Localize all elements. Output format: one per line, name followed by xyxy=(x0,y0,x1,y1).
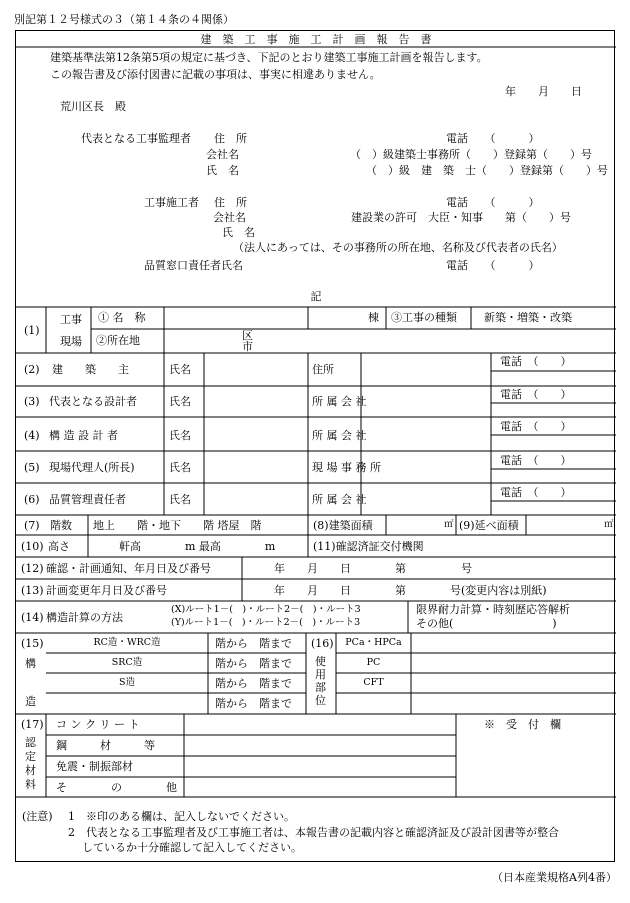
row-7-value: 地上 階・地下 階 塔屋 階 xyxy=(93,519,262,532)
row-15-number: (15) xyxy=(21,637,44,650)
row-5-name-label: 氏名 xyxy=(169,461,191,474)
row-13-label: 計画変更年月日及び番号 xyxy=(46,584,167,597)
row-9-unit: ㎡ xyxy=(604,519,614,530)
row-16-item-cft: CFT xyxy=(363,677,384,688)
row-1-label-b: 現場 xyxy=(60,335,82,348)
row-6-affiliate-label: 所 属 会 社 xyxy=(312,493,367,506)
row-4-affiliate-label: 所 属 会 社 xyxy=(312,429,367,442)
row-4-label: 構 造 設 計 者 xyxy=(49,429,118,442)
intro-line-1: 建築基準法第12条第5項の規定に基づき、下記のとおり建築工事施工計画を報告します。 xyxy=(50,51,488,64)
row-15-range-1: 階から 階まで xyxy=(215,637,292,650)
row-2-name-label: 氏名 xyxy=(169,363,191,376)
supervisor-role: 代表となる工事監理者 xyxy=(81,132,191,145)
note-2-line-2: しているか十分確認して記入してください。 xyxy=(82,841,302,854)
row-15-range-3: 階から 階まで xyxy=(215,677,292,690)
row-10-value: 軒高 m 最高 m xyxy=(119,540,276,553)
row-1-ku: 区 xyxy=(242,329,253,342)
row-10-number: (10) xyxy=(21,540,44,553)
row-1-location-label: ②所在地 xyxy=(96,334,140,347)
row-14-right-2: その他( ) xyxy=(416,617,557,630)
row-17-item-isolation: 免震・制振部材 xyxy=(56,760,133,773)
row-17-label-4: 料 xyxy=(25,778,36,791)
row-5-number: (5) xyxy=(24,461,40,474)
contractor-name-label: 氏 名 xyxy=(222,226,255,239)
row-1-kind-value: 新築・増築・改築 xyxy=(484,311,572,324)
row-2-phone: 電話 （ ） xyxy=(500,355,572,368)
row-17-label-1: 認 xyxy=(25,736,36,749)
row-16-label-1: 使 xyxy=(315,655,326,668)
quality-contact-phone: 電話 （ ） xyxy=(446,259,540,272)
row-1-kind-label: ③工事の種類 xyxy=(391,311,457,324)
note-2-line-1: 2 代表となる工事監理者及び工事施工者は、本報告書の記載内容と確認済証及び設計図書等が整合 xyxy=(68,826,559,839)
row-15-label-kou: 構 xyxy=(25,657,36,670)
row-6-phone: 電話 （ ） xyxy=(500,486,572,499)
note-1: 1 ※印のある欄は、記入しないでください。 xyxy=(68,810,295,823)
row-3-name-label: 氏名 xyxy=(169,395,191,408)
reception-label: ※ 受 付 欄 xyxy=(484,718,561,731)
row-13-number: (13) xyxy=(21,584,44,597)
row-7-number: (7) xyxy=(24,519,40,532)
row-17-label-3: 材 xyxy=(25,764,36,777)
row-16-number: (16) xyxy=(311,637,334,650)
footer-paper-size: （日本産業規格A列4番） xyxy=(492,871,617,884)
row-16-label-2: 用 xyxy=(315,668,326,681)
row-6-label: 品質管理責任者 xyxy=(49,493,126,506)
row-6-name-label: 氏名 xyxy=(169,493,191,506)
supervisor-office: （ ）級建築士事務所（ ）登録第（ ）号 xyxy=(350,148,592,161)
row-12-label: 確認・計画通知、年月日及び番号 xyxy=(46,562,211,575)
row-3-phone: 電話 （ ） xyxy=(500,388,572,401)
row-4-phone: 電話 （ ） xyxy=(500,420,572,433)
report-form-frame xyxy=(15,30,615,862)
row-14-route-y: (Y)ルート1－( )・ルート2－( )・ルート3 xyxy=(171,617,361,628)
row-17-label-2: 定 xyxy=(25,750,36,763)
row-13-value: 年 月 日 第 号(変更内容は別紙) xyxy=(274,584,547,597)
row-2-label: 建 築 主 xyxy=(52,363,129,376)
row-16-item-pca: PCa・HPCa xyxy=(345,637,402,648)
row-3-affiliate-label: 所 属 会 社 xyxy=(312,395,367,408)
contractor-address-label: 住 所 xyxy=(214,196,247,209)
row-17-item-steel: 鋼 材 等 xyxy=(56,739,155,752)
row-17-item-other: そ の 他 xyxy=(56,781,177,794)
supervisor-name-label: 氏 名 xyxy=(206,164,239,177)
contractor-company-label: 会社名 xyxy=(213,211,246,224)
row-1-name-label: ① 名 称 xyxy=(98,311,146,324)
form-title: 建 築 工 事 施 工 計 画 報 告 書 xyxy=(200,33,432,46)
row-15-item-s: S造 xyxy=(118,677,135,688)
row-12-value: 年 月 日 第 号 xyxy=(274,562,472,575)
row-1-number: (1) xyxy=(24,324,40,337)
supervisor-architect: （ ）級 建 築 士（ ）登録第（ ）号 xyxy=(366,164,608,177)
row-16-label-3: 部 xyxy=(315,681,326,694)
row-2-number: (2) xyxy=(24,363,40,376)
row-15-item-src: SRC造 xyxy=(111,657,143,668)
row-14-number: (14) xyxy=(21,611,44,624)
supervisor-phone: 電話 （ ） xyxy=(446,132,540,145)
contractor-phone: 電話 （ ） xyxy=(446,196,540,209)
row-1-shi: 市 xyxy=(242,340,253,353)
row-16-item-pc: PC xyxy=(366,657,381,668)
row-14-label: 構造計算の方法 xyxy=(46,611,123,624)
row-5-label: 現場代理人(所長) xyxy=(49,461,135,474)
addressee: 荒川区長 殿 xyxy=(60,100,126,113)
supervisor-company-label: 会社名 xyxy=(206,148,239,161)
row-1-label-a: 工事 xyxy=(60,313,82,326)
form-header-label: 別記第１２号様式の３（第１４条の４関係） xyxy=(14,13,234,26)
row-2-address-label: 住所 xyxy=(312,363,334,376)
contractor-note: （法人にあっては、その事務所の所在地、名称及び代表者の氏名） xyxy=(233,241,563,254)
row-12-number: (12) xyxy=(21,562,44,575)
row-15-label-zou: 造 xyxy=(25,695,36,708)
row-9-label: (9)延べ面積 xyxy=(459,519,519,532)
intro-line-2: この報告書及び添付図書に記載の事項は、事実に相違ありません。 xyxy=(50,68,381,81)
row-14-right-1: 限界耐力計算・時刻歴応答解析 xyxy=(416,603,570,616)
row-7-label: 階数 xyxy=(50,519,72,532)
row-4-number: (4) xyxy=(24,429,40,442)
row-8-label: (8)建築面積 xyxy=(313,519,373,532)
row-6-number: (6) xyxy=(24,493,40,506)
row-3-label: 代表となる設計者 xyxy=(49,395,137,408)
row-11-label: (11)確認済証交付機関 xyxy=(313,540,424,553)
row-8-unit: ㎡ xyxy=(444,519,454,530)
row-3-number: (3) xyxy=(24,395,40,408)
report-date: 年 月 日 xyxy=(505,85,582,98)
row-14-route-x: (X)ルート1－( )・ルート2－( )・ルート3 xyxy=(171,604,361,615)
supervisor-address-label: 住 所 xyxy=(214,132,247,145)
row-1-building: 棟 xyxy=(368,311,379,324)
row-15-range-2: 階から 階まで xyxy=(215,657,292,670)
row-10-label: 高さ xyxy=(48,540,70,553)
row-4-name-label: 氏名 xyxy=(169,429,191,442)
row-15-item-rc: RC造・WRC造 xyxy=(93,637,161,648)
contractor-license: 建設業の許可 大臣・知事 第（ ）号 xyxy=(351,211,571,224)
contractor-role: 工事施工者 xyxy=(144,196,199,209)
row-15-range-4: 階から 階まで xyxy=(215,697,292,710)
row-16-label-4: 位 xyxy=(315,694,326,707)
ki-heading: 記 xyxy=(310,290,322,303)
notes-label: (注意) xyxy=(22,810,53,823)
row-17-number: (17) xyxy=(21,718,44,731)
row-5-site-office-label: 現 場 事 務 所 xyxy=(312,461,381,474)
row-17-item-concrete: コ ン ク リ ー ト xyxy=(56,718,140,731)
quality-contact-label: 品質窓口責任者氏名 xyxy=(144,259,243,272)
row-5-phone: 電話 （ ） xyxy=(500,454,572,467)
